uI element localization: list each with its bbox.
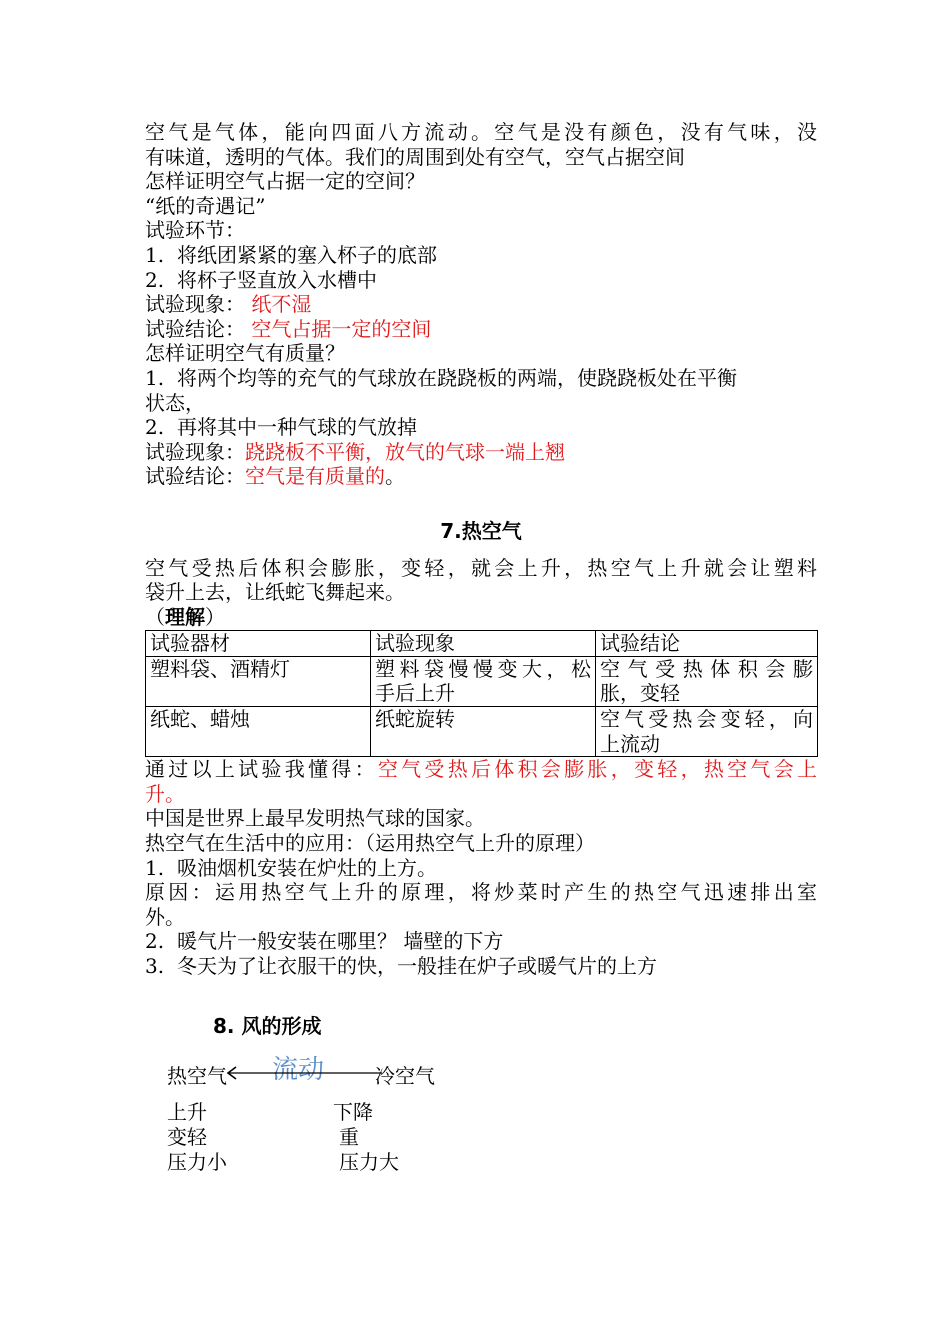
understand-label: （理解） (145, 604, 225, 629)
table-header-cell: 试验现象 (371, 631, 596, 657)
conclusion-line: 试验结论： 空气占据一定的空间 (145, 316, 432, 341)
reason-line-2: 外。 (145, 904, 185, 929)
application-label: 热空气在生活中的应用：（运用热空气上升的原理） (145, 831, 595, 856)
step-item: 1. 将两个均等的充气的气球放在跷跷板的两端，使跷跷板处在平衡 (145, 365, 737, 390)
phenomenon-value-2: 跷跷板不平衡，放气的气球一端上翘 (245, 439, 565, 464)
table-cell: 塑料袋慢慢变大，松 手后上升 (371, 656, 596, 706)
step-item: 1. 将纸团紧紧的塞入杯子的底部 (145, 242, 437, 267)
section-7-para-line-1: 空气受热后体积会膨胀，变轻，就会上升，热空气上升就会让塑料 (145, 555, 817, 580)
experiment-title: “纸的奇遇记” (145, 193, 266, 218)
hot-air-label: 热空气 (167, 1064, 227, 1088)
wind-formation-diagram (167, 1055, 467, 1178)
table-row (146, 707, 818, 757)
phenomenon-line: 试验现象： 纸不湿 (145, 292, 312, 317)
learned-line-2: 升。 (145, 781, 185, 806)
conclusion-value-2: 空气是有质量的 (245, 464, 385, 489)
hot-air-property: 变轻 (167, 1125, 207, 1149)
flow-arrow-icon (225, 1063, 385, 1083)
conclusion-value: 空气占据一定的空间 (251, 316, 432, 341)
phenomenon-value: 纸不湿 (251, 292, 312, 317)
intro-line-1: 空气是气体，能向四面八方流动。空气是没有颜色，没有气味，没 (145, 120, 817, 144)
cold-air-label: 冷空气 (375, 1064, 435, 1088)
document-body (145, 120, 817, 979)
intro-line-2: 有味道，透明的气体。我们的周围到处有空气，空气占据空间 (145, 144, 685, 169)
section-7-para-line-2: 袋升上去，让纸蛇飞舞起来。 (145, 580, 405, 605)
conclusion-line-2: 试验结论：空气是有质量的。 (145, 464, 405, 489)
application-item: 2. 暖气片一般安装在哪里？ 墙壁的下方 (145, 929, 504, 954)
table-cell: 空气受热会变轻，向 上流动 (596, 707, 818, 757)
fact-line: 中国是世界上最早发明热气球的国家。 (145, 806, 485, 831)
table-cell: 塑料袋、酒精灯 (146, 656, 371, 706)
flow-label: 流动 (272, 1055, 325, 1085)
experiment-table (145, 630, 818, 757)
table-cell: 空气受热体积会膨 胀，变轻 (596, 656, 818, 706)
question-2: 怎样证明空气有质量？ (145, 341, 345, 366)
cold-air-property: 压力大 (339, 1150, 399, 1174)
table-cell: 纸蛇、蜡烛 (146, 707, 371, 757)
table-header-cell: 试验器材 (146, 631, 371, 657)
table-row (146, 656, 818, 706)
learned-line-1: 通过以上试验我懂得：空气受热后体积会膨胀，变轻，热空气会上 (145, 757, 818, 782)
question-1: 怎样证明空气占据一定的空间？ (145, 169, 425, 194)
table-header-cell: 试验结论 (596, 631, 818, 657)
reason-line-1: 原因：运用热空气上升的原理，将炒菜时产生的热空气迅速排出室 (145, 880, 817, 905)
application-item: 1. 吸油烟机安装在炉灶的上方。 (145, 855, 437, 880)
hot-air-property: 压力小 (167, 1150, 227, 1174)
cold-air-property: 下降 (333, 1100, 373, 1124)
hot-air-property: 上升 (167, 1100, 207, 1124)
steps-label: 试验环节： (145, 218, 245, 243)
phenomenon-line-2: 试验现象：跷跷板不平衡，放气的气球一端上翘 (145, 439, 565, 464)
step-item: 2. 再将其中一种气球的气放掉 (145, 415, 417, 440)
cold-air-property: 重 (339, 1125, 359, 1149)
section-7-heading: 7.热空气 (440, 518, 522, 543)
table-cell: 纸蛇旋转 (371, 707, 596, 757)
step-item-continuation: 状态， (145, 390, 205, 415)
application-item: 3. 冬天为了让衣服干的快，一般挂在炉子或暖气片的上方 (145, 954, 657, 978)
step-item: 2. 将杯子竖直放入水槽中 (145, 267, 377, 292)
table-header-row (146, 631, 818, 657)
section-8-heading: 8. 风的形成 (213, 1014, 322, 1038)
